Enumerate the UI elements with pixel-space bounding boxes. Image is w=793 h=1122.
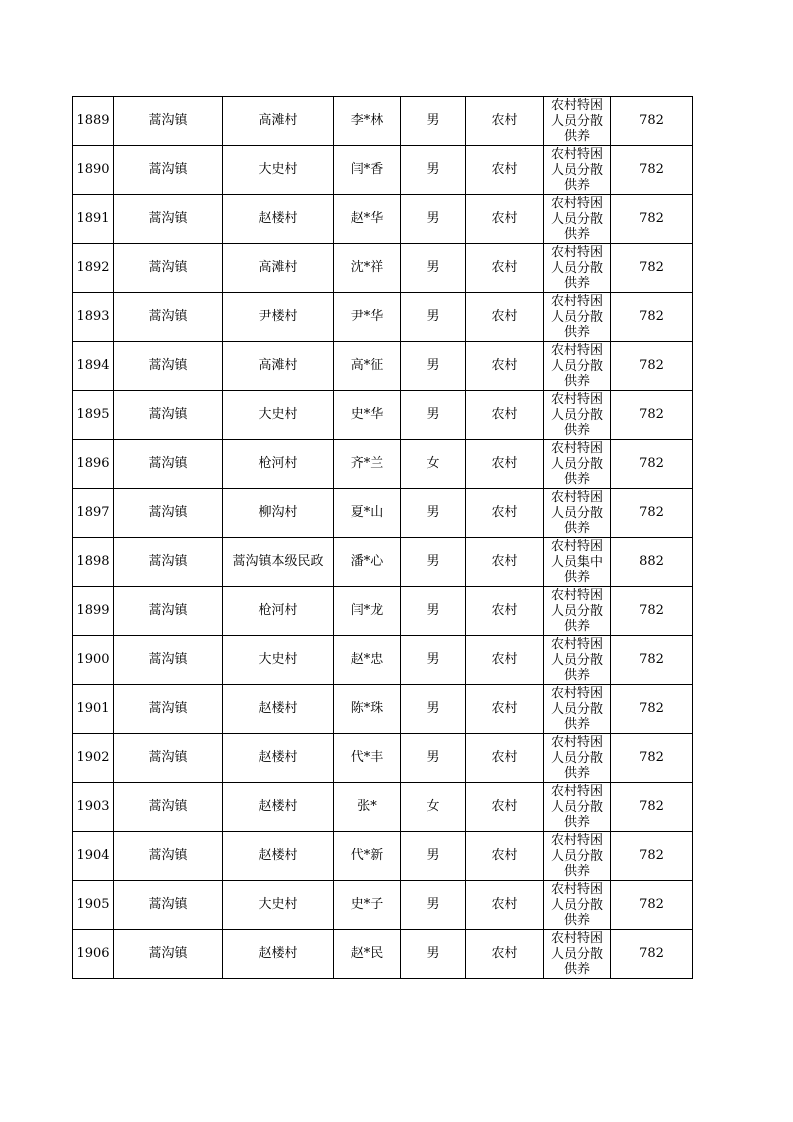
town-cell: 蒿沟镇 xyxy=(114,293,223,342)
gender-cell: 男 xyxy=(401,342,466,391)
area-type-cell: 农村 xyxy=(466,783,544,832)
table-row xyxy=(73,244,693,293)
support-type-cell xyxy=(544,489,611,538)
support-type-text: 农村特困人员分散供养 xyxy=(550,294,603,340)
support-type-cell xyxy=(544,783,611,832)
support-type-text: 农村特困人员分散供养 xyxy=(550,98,603,144)
village-cell: 高滩村 xyxy=(223,342,334,391)
serial-number-cell: 1900 xyxy=(73,636,114,685)
support-type-text: 农村特困人员分散供养 xyxy=(550,637,603,683)
table-row xyxy=(73,146,693,195)
town-cell: 蒿沟镇 xyxy=(114,342,223,391)
gender-cell: 男 xyxy=(401,832,466,881)
village-cell: 赵楼村 xyxy=(223,832,334,881)
gender-cell: 男 xyxy=(401,489,466,538)
area-type-cell: 农村 xyxy=(466,734,544,783)
gender-cell: 男 xyxy=(401,881,466,930)
amount-cell: 782 xyxy=(611,734,693,783)
serial-number-cell: 1890 xyxy=(73,146,114,195)
gender-cell: 男 xyxy=(401,293,466,342)
gender-cell: 男 xyxy=(401,97,466,146)
serial-number-cell: 1902 xyxy=(73,734,114,783)
table-row xyxy=(73,489,693,538)
support-type-text: 农村特困人员分散供养 xyxy=(550,490,603,536)
town-cell: 蒿沟镇 xyxy=(114,685,223,734)
recipient-table-body xyxy=(73,97,693,979)
serial-number-cell: 1904 xyxy=(73,832,114,881)
serial-number-cell: 1901 xyxy=(73,685,114,734)
area-type-cell: 农村 xyxy=(466,293,544,342)
support-type-cell xyxy=(544,342,611,391)
support-type-cell xyxy=(544,636,611,685)
village-cell: 枪河村 xyxy=(223,587,334,636)
amount-cell: 782 xyxy=(611,636,693,685)
gender-cell: 男 xyxy=(401,391,466,440)
support-type-text: 农村特困人员分散供养 xyxy=(550,833,603,879)
table-row xyxy=(73,538,693,587)
support-type-text: 农村特困人员分散供养 xyxy=(550,882,603,928)
support-type-text: 农村特困人员分散供养 xyxy=(550,784,603,830)
area-type-cell: 农村 xyxy=(466,391,544,440)
amount-cell: 782 xyxy=(611,146,693,195)
table-row xyxy=(73,440,693,489)
name-cell: 夏*山 xyxy=(334,489,401,538)
village-cell: 柳沟村 xyxy=(223,489,334,538)
support-type-cell xyxy=(544,391,611,440)
table-row xyxy=(73,391,693,440)
gender-cell: 男 xyxy=(401,685,466,734)
amount-cell: 782 xyxy=(611,881,693,930)
serial-number-cell: 1894 xyxy=(73,342,114,391)
serial-number-cell: 1891 xyxy=(73,195,114,244)
village-cell: 高滩村 xyxy=(223,244,334,293)
village-cell: 赵楼村 xyxy=(223,783,334,832)
support-type-cell xyxy=(544,440,611,489)
amount-cell: 782 xyxy=(611,930,693,979)
village-cell: 大史村 xyxy=(223,881,334,930)
town-cell: 蒿沟镇 xyxy=(114,538,223,587)
gender-cell: 男 xyxy=(401,195,466,244)
village-cell: 赵楼村 xyxy=(223,195,334,244)
gender-cell: 男 xyxy=(401,930,466,979)
table-row xyxy=(73,587,693,636)
name-cell: 沈*祥 xyxy=(334,244,401,293)
amount-cell: 782 xyxy=(611,195,693,244)
town-cell: 蒿沟镇 xyxy=(114,881,223,930)
amount-cell: 782 xyxy=(611,342,693,391)
area-type-cell: 农村 xyxy=(466,489,544,538)
recipient-table xyxy=(72,96,693,979)
town-cell: 蒿沟镇 xyxy=(114,636,223,685)
village-cell: 大史村 xyxy=(223,391,334,440)
table-row xyxy=(73,734,693,783)
area-type-cell: 农村 xyxy=(466,97,544,146)
amount-cell: 782 xyxy=(611,685,693,734)
name-cell: 李*林 xyxy=(334,97,401,146)
name-cell: 张* xyxy=(334,783,401,832)
amount-cell: 782 xyxy=(611,783,693,832)
support-type-text: 农村特困人员分散供养 xyxy=(550,735,603,781)
area-type-cell: 农村 xyxy=(466,244,544,293)
town-cell: 蒿沟镇 xyxy=(114,97,223,146)
name-cell: 代*丰 xyxy=(334,734,401,783)
support-type-text: 农村特困人员分散供养 xyxy=(550,931,603,977)
area-type-cell: 农村 xyxy=(466,538,544,587)
serial-number-cell: 1898 xyxy=(73,538,114,587)
area-type-cell: 农村 xyxy=(466,636,544,685)
area-type-cell: 农村 xyxy=(466,685,544,734)
gender-cell: 男 xyxy=(401,244,466,293)
area-type-cell: 农村 xyxy=(466,440,544,489)
table-row xyxy=(73,195,693,244)
town-cell: 蒿沟镇 xyxy=(114,783,223,832)
name-cell: 闫*香 xyxy=(334,146,401,195)
serial-number-cell: 1893 xyxy=(73,293,114,342)
gender-cell: 男 xyxy=(401,146,466,195)
village-cell: 赵楼村 xyxy=(223,685,334,734)
table-row xyxy=(73,783,693,832)
village-cell: 大史村 xyxy=(223,146,334,195)
town-cell: 蒿沟镇 xyxy=(114,195,223,244)
village-cell: 尹楼村 xyxy=(223,293,334,342)
name-cell: 代*新 xyxy=(334,832,401,881)
gender-cell: 男 xyxy=(401,636,466,685)
support-type-cell xyxy=(544,587,611,636)
name-cell: 陈*珠 xyxy=(334,685,401,734)
area-type-cell: 农村 xyxy=(466,146,544,195)
town-cell: 蒿沟镇 xyxy=(114,734,223,783)
table-row xyxy=(73,97,693,146)
table-row xyxy=(73,881,693,930)
town-cell: 蒿沟镇 xyxy=(114,489,223,538)
support-type-cell xyxy=(544,538,611,587)
serial-number-cell: 1903 xyxy=(73,783,114,832)
name-cell: 赵*华 xyxy=(334,195,401,244)
serial-number-cell: 1897 xyxy=(73,489,114,538)
serial-number-cell: 1892 xyxy=(73,244,114,293)
serial-number-cell: 1899 xyxy=(73,587,114,636)
name-cell: 齐*兰 xyxy=(334,440,401,489)
area-type-cell: 农村 xyxy=(466,881,544,930)
area-type-cell: 农村 xyxy=(466,587,544,636)
support-type-text: 农村特困人员分散供养 xyxy=(550,196,603,242)
support-type-cell xyxy=(544,195,611,244)
town-cell: 蒿沟镇 xyxy=(114,440,223,489)
amount-cell: 782 xyxy=(611,489,693,538)
village-cell: 赵楼村 xyxy=(223,734,334,783)
serial-number-cell: 1906 xyxy=(73,930,114,979)
amount-cell: 782 xyxy=(611,244,693,293)
support-type-cell xyxy=(544,685,611,734)
table-row xyxy=(73,832,693,881)
name-cell: 赵*忠 xyxy=(334,636,401,685)
area-type-cell: 农村 xyxy=(466,832,544,881)
name-cell: 高*征 xyxy=(334,342,401,391)
village-cell: 大史村 xyxy=(223,636,334,685)
table-row xyxy=(73,293,693,342)
table-row xyxy=(73,342,693,391)
name-cell: 尹*华 xyxy=(334,293,401,342)
support-type-text: 农村特困人员分散供养 xyxy=(550,441,603,487)
town-cell: 蒿沟镇 xyxy=(114,146,223,195)
support-type-cell xyxy=(544,244,611,293)
amount-cell: 782 xyxy=(611,587,693,636)
area-type-cell: 农村 xyxy=(466,342,544,391)
support-type-cell xyxy=(544,881,611,930)
support-type-cell xyxy=(544,930,611,979)
amount-cell: 882 xyxy=(611,538,693,587)
table-row xyxy=(73,930,693,979)
support-type-text: 农村特困人员分散供养 xyxy=(550,392,603,438)
amount-cell: 782 xyxy=(611,293,693,342)
support-type-cell xyxy=(544,832,611,881)
village-cell: 高滩村 xyxy=(223,97,334,146)
gender-cell: 男 xyxy=(401,538,466,587)
area-type-cell: 农村 xyxy=(466,930,544,979)
town-cell: 蒿沟镇 xyxy=(114,930,223,979)
name-cell: 闫*龙 xyxy=(334,587,401,636)
town-cell: 蒿沟镇 xyxy=(114,391,223,440)
support-type-text: 农村特困人员分散供养 xyxy=(550,686,603,732)
town-cell: 蒿沟镇 xyxy=(114,244,223,293)
village-cell: 赵楼村 xyxy=(223,930,334,979)
table-row xyxy=(73,636,693,685)
amount-cell: 782 xyxy=(611,391,693,440)
amount-cell: 782 xyxy=(611,440,693,489)
town-cell: 蒿沟镇 xyxy=(114,587,223,636)
name-cell: 潘*心 xyxy=(334,538,401,587)
amount-cell: 782 xyxy=(611,97,693,146)
support-type-cell xyxy=(544,734,611,783)
support-type-cell xyxy=(544,97,611,146)
support-type-text: 农村特困人员分散供养 xyxy=(550,245,603,291)
amount-cell: 782 xyxy=(611,832,693,881)
gender-cell: 女 xyxy=(401,783,466,832)
serial-number-cell: 1905 xyxy=(73,881,114,930)
serial-number-cell: 1895 xyxy=(73,391,114,440)
serial-number-cell: 1889 xyxy=(73,97,114,146)
village-cell: 蒿沟镇本级民政 xyxy=(223,538,334,587)
support-type-cell xyxy=(544,293,611,342)
name-cell: 史*华 xyxy=(334,391,401,440)
support-type-cell xyxy=(544,146,611,195)
name-cell: 史*子 xyxy=(334,881,401,930)
gender-cell: 男 xyxy=(401,734,466,783)
name-cell: 赵*民 xyxy=(334,930,401,979)
support-type-text: 农村特困人员分散供养 xyxy=(550,343,603,389)
support-type-text: 农村特困人员集中供养 xyxy=(550,539,603,585)
village-cell: 枪河村 xyxy=(223,440,334,489)
serial-number-cell: 1896 xyxy=(73,440,114,489)
support-type-text: 农村特困人员分散供养 xyxy=(550,588,603,634)
support-type-text: 农村特困人员分散供养 xyxy=(550,147,603,193)
area-type-cell: 农村 xyxy=(466,195,544,244)
gender-cell: 男 xyxy=(401,587,466,636)
table-row xyxy=(73,685,693,734)
town-cell: 蒿沟镇 xyxy=(114,832,223,881)
gender-cell: 女 xyxy=(401,440,466,489)
